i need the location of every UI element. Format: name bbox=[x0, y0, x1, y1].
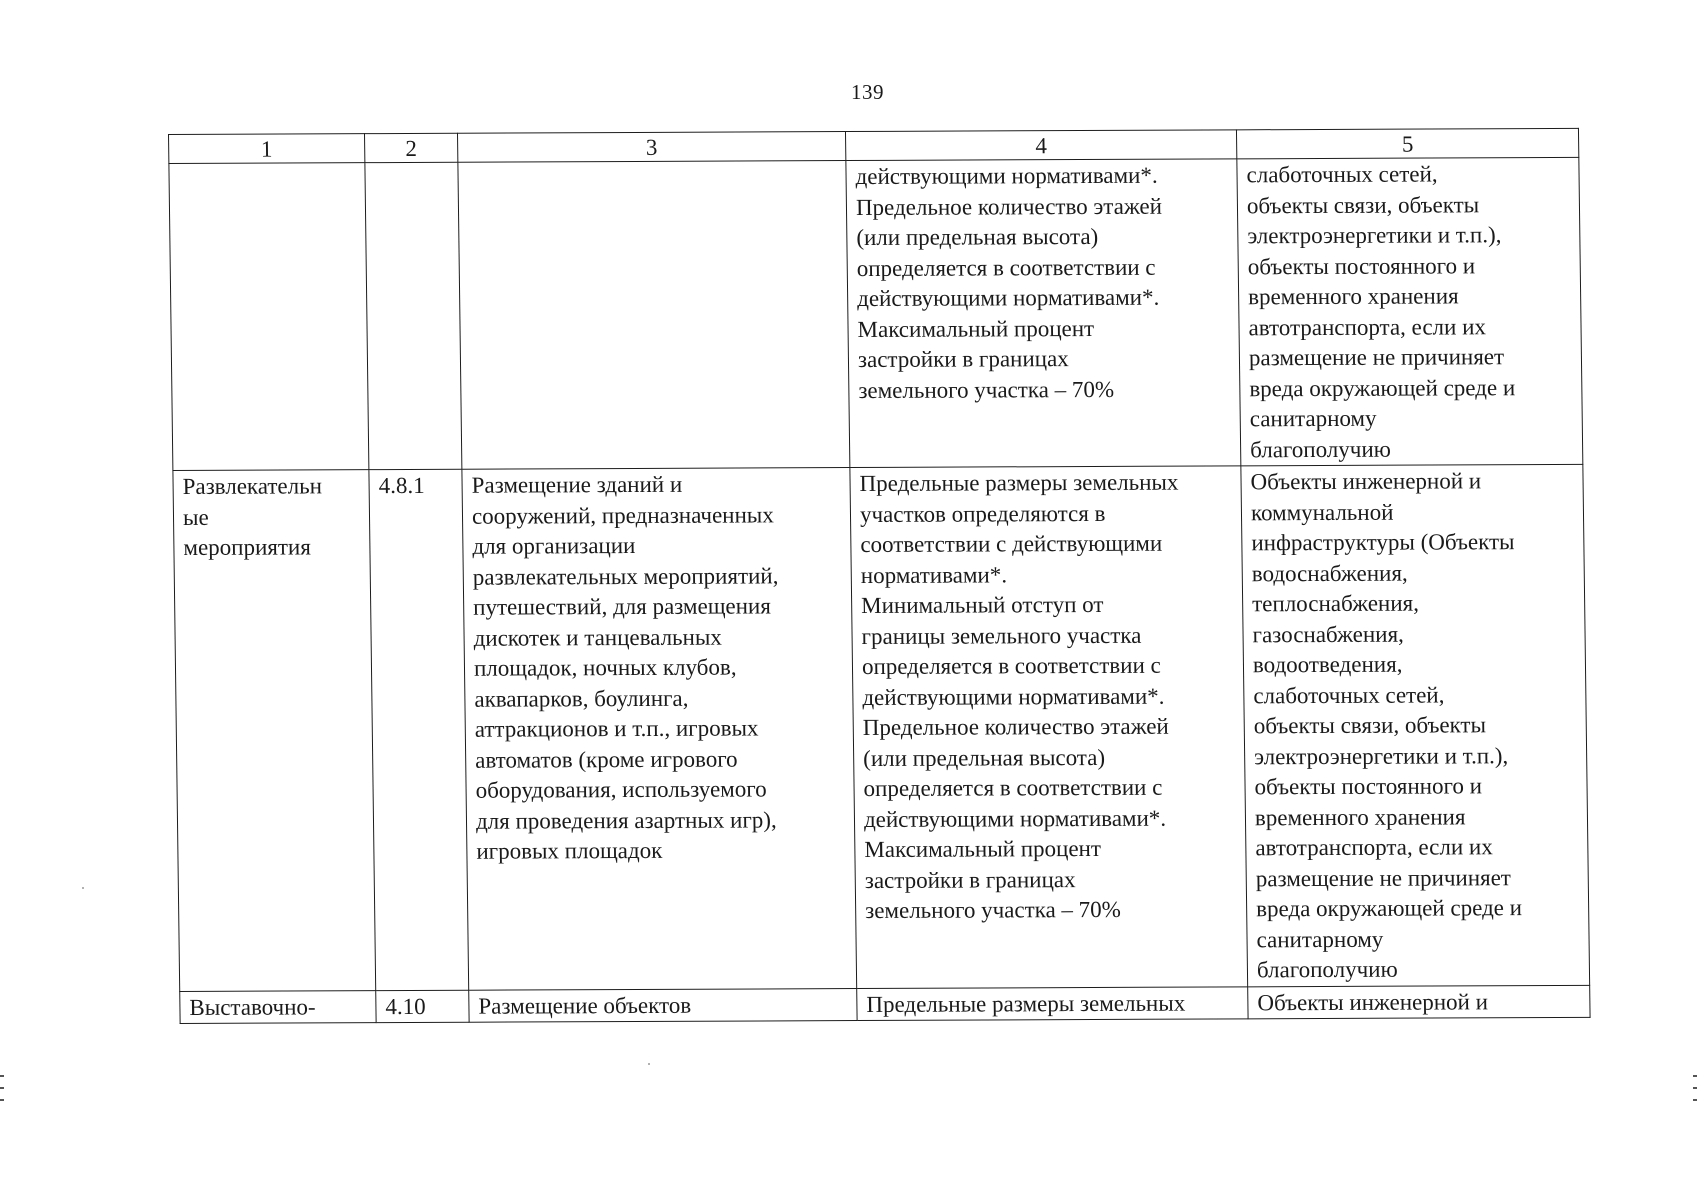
column-header-4: 4 bbox=[845, 130, 1236, 161]
table-cell-description: Размещение объектов bbox=[469, 988, 857, 1022]
table-cell-use-name bbox=[169, 163, 369, 471]
table-row bbox=[180, 985, 1590, 1024]
table-row bbox=[169, 157, 1583, 470]
scan-margin-mark-left bbox=[0, 1075, 4, 1101]
column-header-5: 5 bbox=[1236, 128, 1578, 158]
table-cell-description: Размещение зданий и сооружений, предназначенных для организации развлекательных мероприятий, путешествий, для размещения дискотек и танцевальных площадок, ночных клубов, аквапарков, боулинга, аттракционов и т.п., игровых автоматов (кроме игрового оборудования, используемого для проведения азартных игр), игровых площадок bbox=[462, 468, 857, 990]
table-cell-auxiliary-uses: слаботочных сетей, объекты связи, объекты электроэнергетики и т.п.), объекты постоянного и временного хранения автотранспорта, если их размещение не причиняет вреда окружающей среде и санитарному благополучию bbox=[1237, 157, 1583, 465]
table-cell-parameters: действующими нормативами*. Предельное количество этажей (или предельная высота) определяется в соответствии с действующими нормативами*. Максимальный процент застройки в границах земельного участка – 70% bbox=[846, 159, 1241, 468]
table-cell-use-name: Выставочно- bbox=[180, 990, 376, 1023]
column-header-3: 3 bbox=[457, 132, 845, 163]
table-cell-auxiliary-uses: Объекты инженерной и коммунальной инфраструктуры (Объекты водоснабжения, теплоснабжения, газоснабжения, водоотведения, слаботочных сетей, объекты связи, объекты электроэнергетики и т.п.), объекты постоянного и временного хранения автотранспорта, если их размещение не причиняет вреда окружающей среде и санитарному благополучию bbox=[1241, 464, 1590, 986]
column-header-1: 1 bbox=[169, 134, 365, 164]
page-number: 139 bbox=[851, 80, 884, 104]
land-use-table bbox=[168, 128, 1591, 1024]
table-cell-parameters: Предельные размеры земельных bbox=[857, 986, 1248, 1020]
table-cell-use-name: Развлекательн ые мероприятия bbox=[173, 470, 376, 991]
table-cell-code: 4.8.1 bbox=[369, 469, 469, 990]
table-cell-description bbox=[458, 161, 850, 470]
scan-speck bbox=[82, 887, 84, 889]
table-cell-code: 4.10 bbox=[376, 990, 469, 1023]
scan-margin-mark-right bbox=[1693, 1075, 1697, 1101]
scan-speck bbox=[648, 1063, 650, 1065]
table-cell-code bbox=[365, 162, 462, 469]
table-body bbox=[169, 157, 1590, 1023]
table-row bbox=[173, 464, 1590, 991]
table-cell-auxiliary-uses: Объекты инженерной и bbox=[1248, 985, 1590, 1019]
column-header-2: 2 bbox=[364, 133, 457, 162]
table-cell-parameters: Предельные размеры земельных участков определяются в соответствии с действующими нормативами*. Минимальный отступ от границы земельного участка определяется в соответствии с действующими нормативами*. Предельное количество этажей (или предельная высота) определяется в соответствии с действующими нормативами*. Максимальный процент застройки в границах земельного участка – 70% bbox=[850, 466, 1248, 988]
